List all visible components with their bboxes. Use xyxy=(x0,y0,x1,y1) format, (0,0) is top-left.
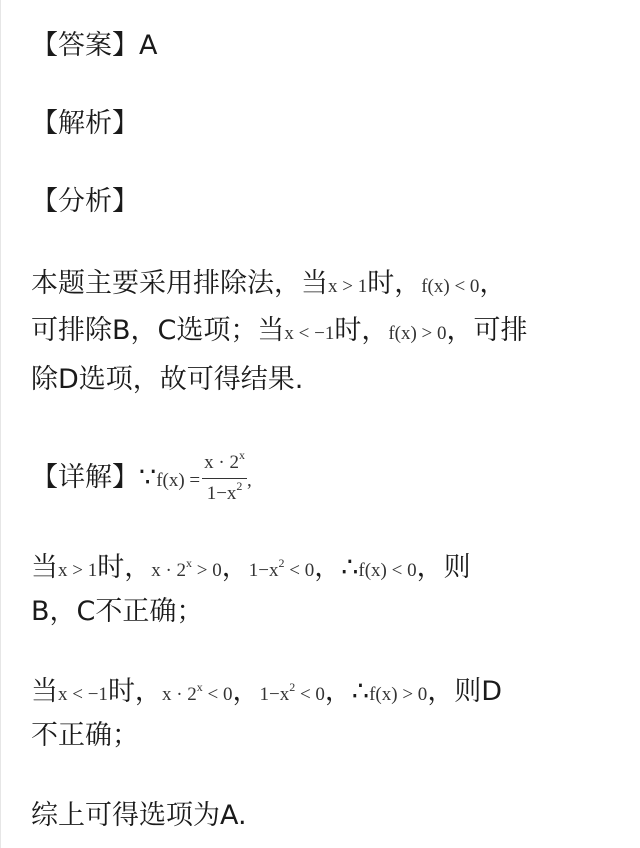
math-expression: f(x) < 0 xyxy=(421,276,480,297)
fraction-numerator xyxy=(202,448,247,479)
math-expression xyxy=(259,680,325,705)
text: ， xyxy=(479,268,507,299)
text: ，可排 xyxy=(446,315,528,346)
function-lhs: f(x) = xyxy=(156,470,201,491)
answer-line xyxy=(31,28,157,64)
math-expression: x > 1 xyxy=(328,276,368,297)
analysis-heading: 【解析】 xyxy=(31,108,139,139)
text: ，则 xyxy=(416,552,471,583)
text: ， xyxy=(232,676,260,707)
detail-line xyxy=(31,438,252,521)
case2-line-1 xyxy=(31,674,502,713)
math-expression: f(x) > 0 xyxy=(369,684,428,705)
text: 时， xyxy=(97,552,152,583)
expr-rest: > 0 xyxy=(192,560,222,581)
math-expression: f(x) < 0 xyxy=(358,560,417,581)
expr-exponent: 2 xyxy=(278,556,285,570)
expr-base: x · 2 xyxy=(151,560,187,581)
case2-line-2: 不正确； xyxy=(31,720,139,751)
text: 本题主要采用排除法，当 xyxy=(31,268,328,299)
numerator-base: x · 2 xyxy=(204,452,239,473)
expr-exponent: 2 xyxy=(289,680,296,694)
therefore-symbol: ∴ xyxy=(341,552,359,583)
fenxi-line-2 xyxy=(31,313,528,352)
expr-base: 1−x xyxy=(248,560,279,581)
text: 时， xyxy=(107,676,162,707)
therefore-symbol: ∴ xyxy=(351,676,370,707)
expr-base: 1−x xyxy=(259,684,290,705)
expr-rest: < 0 xyxy=(295,684,325,705)
expr-base: x · 2 xyxy=(161,684,197,705)
fraction-denominator xyxy=(202,479,247,505)
denominator-base: 1−x xyxy=(206,483,237,504)
expr-exponent: x xyxy=(186,556,193,570)
math-expression: f(x) > 0 xyxy=(388,323,447,344)
detail-label: 【详解】 xyxy=(31,462,139,493)
because-symbol: ∵ xyxy=(139,462,157,493)
text: 当 xyxy=(31,676,58,707)
fenxi-line-1 xyxy=(31,266,506,305)
answer-label: 【答案】 xyxy=(31,30,139,61)
conclusion-line: 综上可得选项为A. xyxy=(31,800,247,831)
case1-line-1 xyxy=(31,550,471,589)
text: 可排除B，C选项；当 xyxy=(31,315,285,346)
text: 当 xyxy=(31,552,58,583)
fenxi-heading: 【分析】 xyxy=(31,186,139,217)
text: ，则D xyxy=(427,676,503,707)
text: 时， xyxy=(334,315,389,346)
math-expression xyxy=(248,556,315,581)
fenxi-line-3: 除D选项，故可得结果. xyxy=(31,364,304,395)
text: ， xyxy=(221,552,249,583)
text: 时， xyxy=(367,268,422,299)
answer-value: A xyxy=(139,30,158,61)
case1-line-2: B，C不正确； xyxy=(31,596,204,627)
denominator-exponent: 2 xyxy=(236,479,243,493)
math-expression: x < −1 xyxy=(284,323,335,344)
text: ， xyxy=(314,552,342,583)
expr-rest: < 0 xyxy=(284,560,315,581)
math-expression: x > 1 xyxy=(58,560,98,581)
math-expression xyxy=(161,680,233,705)
text: ， xyxy=(324,676,352,707)
fraction xyxy=(202,448,247,505)
math-expression xyxy=(151,556,222,581)
trailing-comma: , xyxy=(246,470,252,491)
expr-rest: < 0 xyxy=(202,684,233,705)
numerator-exponent: x xyxy=(238,448,245,462)
expr-exponent: x xyxy=(196,680,203,694)
math-expression: x < −1 xyxy=(58,684,108,705)
